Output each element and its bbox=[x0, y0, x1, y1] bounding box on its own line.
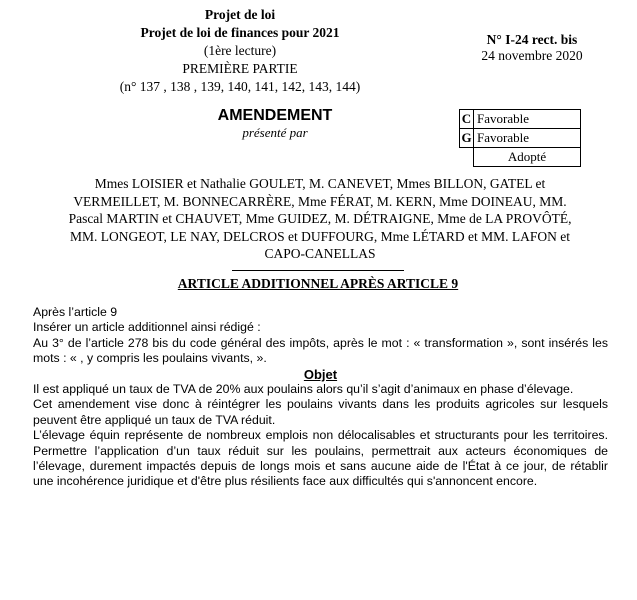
opinion-code: G bbox=[460, 129, 474, 148]
bill-references: (n° 137 , 138 , 139, 140, 141, 142, 143, 144) bbox=[119, 79, 361, 94]
opinion-value: Favorable bbox=[474, 110, 581, 129]
bill-title: Projet de loi de finances pour 2021 bbox=[140, 25, 340, 40]
authors-line: MM. LONGEOT, LE NAY, DELCROS et DUFFOURG, Mme LÉTARD et MM. LAFON et bbox=[69, 228, 571, 244]
authors-line: Pascal MARTIN et CHAUVET, Mme GUIDEZ, M. DÉTRAIGNE, Mme de LA PROVÔTÉ, bbox=[68, 211, 572, 226]
amendment-body bbox=[33, 305, 608, 490]
amendment-title: AMENDEMENT bbox=[217, 107, 333, 124]
objet-paragraph: L’élevage équin représente de nombreux emplois non délocalisables et structurants pour les territoires. Permettre l’application d’un taux réduit sur les poulains, permettrait aux acteurs économiques de l’élevage, durement impactés depuis de longs mois et sans aucune aide de l'État à ce jour, de rétablir une incohérence juridique et d'être plus résilients face aux difficultés qui s'annoncent encore. bbox=[33, 428, 608, 489]
article-title: ARTICLE ADDITIONNEL APRÈS ARTICLE 9 bbox=[177, 276, 459, 291]
authors-line: CAPO-CANELLAS bbox=[264, 246, 376, 261]
authors-line: Mmes LOISIER et Nathalie GOULET, M. CANEVET, Mmes BILLON, GATEL et bbox=[94, 176, 546, 191]
dispositif-paragraph: Insérer un article additionnel ainsi rédigé : bbox=[33, 320, 261, 335]
bill-part: PREMIÈRE PARTIE bbox=[182, 61, 298, 76]
opinion-value: Favorable bbox=[474, 129, 581, 148]
authors-list bbox=[40, 175, 600, 263]
opinion-row-adopted bbox=[460, 148, 581, 167]
opinion-code: C bbox=[460, 110, 474, 129]
opinion-row-commission bbox=[460, 110, 581, 129]
objet-paragraph: Cet amendement vise donc à réintégrer les poulains vivants dans les produits agricoles sur lesquels peuvent être appliqué un taux de TVA réduit. bbox=[33, 397, 608, 427]
objet-heading: Objet bbox=[303, 366, 338, 382]
amendment-id-block bbox=[452, 32, 612, 64]
amendment-date: 24 novembre 2020 bbox=[481, 48, 583, 63]
opinion-row-government bbox=[460, 129, 581, 148]
dispositif-paragraph: Au 3° de l’article 278 bis du code général des impôts, après le mot : « transformation », sont insérés les mots : « , y compris les poulains vivants, ». bbox=[33, 335, 608, 366]
reading-stage: (1ère lecture) bbox=[203, 43, 277, 58]
dispositif-paragraph: Après l’article 9 bbox=[33, 305, 118, 319]
separator-rule bbox=[232, 270, 404, 271]
objet-paragraph: Il est appliqué un taux de TVA de 20% aux poulains alors qu’il s’agit d’animaux en phase d’élevage. bbox=[33, 382, 574, 397]
amendment-number: N° I-24 rect. bis bbox=[486, 32, 578, 47]
adoption-status: Adopté bbox=[474, 148, 581, 167]
opinion-blank-cell bbox=[460, 148, 474, 167]
authors-line: VERMEILLET, M. BONNECARRÈRE, Mme FÉRAT, M. KERN, Mme DOINEAU, MM. bbox=[73, 193, 567, 209]
bill-type: Projet de loi bbox=[204, 7, 276, 22]
opinion-table bbox=[459, 109, 581, 167]
amendment-subtitle: présenté par bbox=[242, 125, 308, 140]
bill-header bbox=[90, 6, 390, 96]
